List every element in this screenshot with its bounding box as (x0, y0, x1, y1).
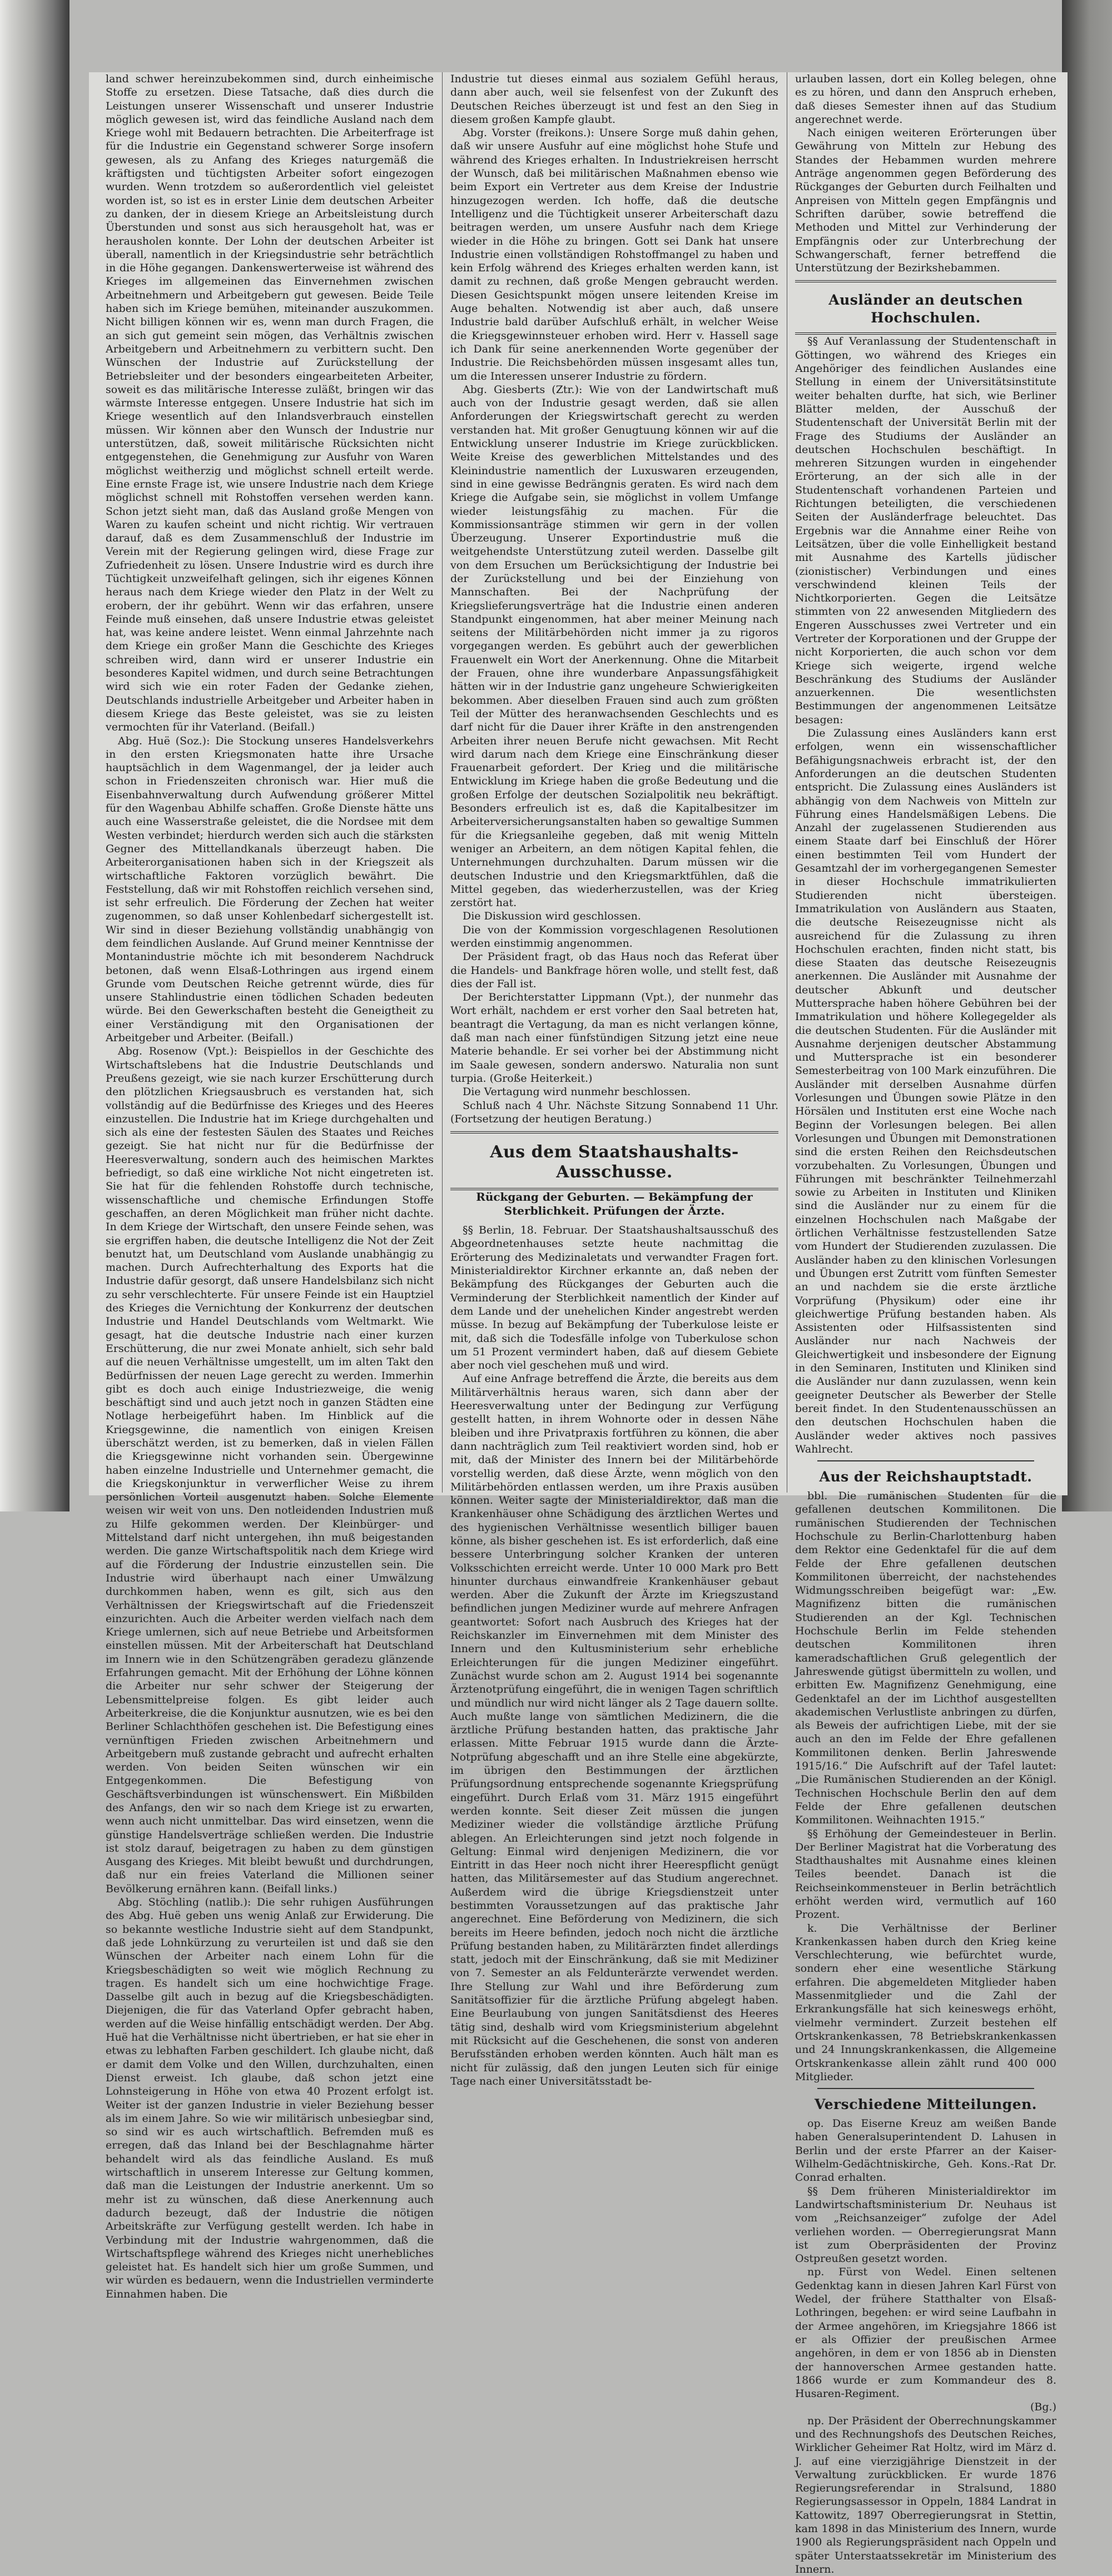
page-columns (106, 72, 1056, 2575)
article-paragraph: Die Vertagung wird nunmehr beschlossen. (463, 1086, 691, 1098)
article-paragraph: urlauben lassen, dort ein Kolleg belegen, ohne es zu hören, und dann den Anspruch erheben, daß dieses Semester ihnen auf das Studium angerechnet werde. (795, 73, 1056, 126)
article-paragraph: §§ Erhöhung der Gemeindesteuer in Berlin. Der Berliner Magistrat hat die Vorberatung des Stadthaushaltes mit Ausnahme eines kleinen Teiles beendet. Danach ist die Reichseinkommensteuer in Berlin beträchtlich erhöht werden wird, vermutlich auf 160 Prozent. (795, 1827, 1056, 1921)
section-heading-box (795, 280, 1056, 335)
article-paragraph: Die von der Kommission vorgeschlagenen Resolutionen werden einstimmig angenommen. (450, 923, 778, 949)
article-paragraph: op. Das Eiserne Kreuz am weißen Bande haben Generalsuperintendent D. Lahusen in Berlin und der erste Pfarrer an der Kaiser-Wilhelm-Gedächtniskirche, Geh. Kons.-Rat Dr. Conrad erhalten. (795, 2117, 1056, 2184)
article-paragraph: Abg. Huë (Soz.): Die Stockung unseres Handelsverkehrs in den ersten Kriegsmonaten hatte ihre Ursache hauptsächlich in dem Wagenmangel, der ja leider auch schon in Friedenszeiten chronisch war. Hier muß die Eisenbahnverwaltung durch Aufwendung größerer Mittel für den Wagenbau Abhilfe schaffen. Große Dienste hätte uns auch eine Wasserstraße geleistet, die die Nordsee mit dem Westen verbindet; hierdurch werden sich auch die stärksten Gegner des Mittellandkanals überzeugt haben. Die Arbeiterorganisationen haben sich in der Kriegszeit als wirtschaftliche Faktoren vorzüglich bewährt. Die Feststellung, daß wir mit Rohstoffen reichlich versehen sind, ist sehr erfreulich. Die Förderung der Zechen hat weiter zugenommen, so daß unser Kohlenbedarf sichergestellt ist. Wir sind in dieser Beziehung vollständig unabhängig von dem feindlichen Auslande. Auf Grund meiner Kenntnisse der Montanindustrie möchte ich mit besonderem Nachdruck betonen, daß wenn Elsaß-Lothringen aus irgend einem Grunde vom Deutschen Reiche getrennt würde, dies für unsere Stahlindustrie einen tödlichen Schaden bedeuten würde. Bei den Gewerkschaften besteht die Geneigtheit zu einer Verständigung mit den Organisationen der Arbeitgeber und Arbeiter. (Beifall.) (106, 734, 434, 1045)
article-paragraph: Schluß nach 4 Uhr. Nächste Sitzung Sonnabend 11 Uhr. (Fortsetzung der heutigen Beratung.) (450, 1099, 778, 1125)
article-paragraph: Auf eine Anfrage betreffend die Ärzte, die bereits aus dem Militärverhältnis heraus waren, sich dann aber der Heeresverwaltung unter der Bedingung zur Verfügung gestellt hatten, in ihrem Wohnorte oder in dessen Nähe bleiben und ihre Privatpraxis fortführen zu können, die aber dann nachträglich zum Teil reaktiviert worden sind, hob er mit, daß der Minister des Innern bei der Militärbehörde vorstellig werden, daß diese Ärzte, wenn möglich von den Militärbehörden entlassen werden, um ihre Praxis ausüben können. Weiter sagte der Ministerialdirektor, daß man die Krankenhäuser ohne Schädigung des ärztlichen Wertes und des hygienischen Verhältnisse wesentlich billiger bauen könne, als bisher geschehen ist. Es ist erforderlich, daß eine bessere Unterbringung solcher Kranken der unteren Volksschichten erreicht werde. Unter 10 000 Mark pro Bett hinunter durchaus einwandfreie Krankenhäuser gebaut werden. Aber die Zukunft der Ärzte im Kriegszustand befindlichen jungen Mediziner wurde auf mehrere Anfragen geantwortet: Sofort nach Ausbruch des Krieges hat der Reichskanzler im Einvernehmen mit dem Minister des Innern und den Kultusministerium sehr erhebliche Erleichterungen für die jungen Mediziner eingeführt. Zunächst wurde schon am 2. August 1914 bei sogenannte Ärztenotprüfung eingeführt, die in wenigen Tagen schriftlich und mündlich nur wird nicht länger als 2 Tage dauern sollte. Auch mußte lange von sämtlichen Medizinern, die die ärztliche Prüfung bestanden hatten, das praktische Jahr erlassen. Mitte Februar 1915 wurde dann die Ärzte-Notprüfung abgeschafft und an ihre Stelle eine abgekürzte, im übrigen den Bestimmungen der ärztlichen Prüfungsordnung entsprechende sogenannte Kriegsprüfung eingeführt. Durch Erlaß vom 31. März 1915 eingeführt werden konnte. Seit dieser Zeit müssen die jungen Mediziner wieder die vollständige ärztliche Prüfung ablegen. An Erleichterungen sind jetzt noch folgende in Geltung: Einmal wird denjenigen Medizinern, die vor Eintritt in das Heer noch nicht ihrer Heerespflicht genügt hatten, das Militärsemester auf das Studium angerechnet. Außerdem wird die übrige Kriegsdienstzeit unter bestimmten Voraussetzungen auf das praktische Jahr angerechnet. Eine Beförderung von Medizinern, die sich bereits im Heere befinden, jedoch noch nicht die ärztliche Prüfung bestanden haben, zu Militärärzten findet allerdings statt, jedoch mit der Einschränkung, daß sie mit Mediziner von 7. Semester an als Feldunterärzte verwendet werden. Ihre Stellung zur Wahl und ihre Beförderung zum Sanitätsoffizier für die ärztliche Prüfung abgelegt haben. Eine Beurlaubung von jungen Sanitätsdienst des Heeres tätig sind, deshalb wird vom Kriegsministerium abgelehnt mit Rücksicht auf die Geschehenen, die sonst von anderen Berufsständen erhoben werden könnten. Auch hält man es nicht für zulässig, daß den jungen Leuten sich für einige Tage nach einer Universitätsstadt be- (450, 1372, 778, 2087)
article-paragraph: bbl. Die rumänischen Studenten für die gefallenen deutschen Kommilitonen. Die rumänischen Studierenden der Technischen Hochschule zu Berlin-Charlottenburg haben dem Rektor eine Gedenktafel für die auf dem Felde der Ehre gefallenen deutschen Kommilitonen überreicht, der nachstehendes Widmungsschreiben beigefügt war: „Ew. Magnifizenz bitten die rumänischen Studierenden an der Kgl. Technischen Hochschule Berlin im Felde stehenden deutschen Kommilitonen ihren kameradschaftlichen Gruß gelegentlich der Jahreswende gütigst übermitteln zu wollen, und erbitten Ew. Magnifizenz Genehmigung, eine Gedenktafel an der im Lichthof ausgestellten akademischen Verlustliste anbringen zu dürfen, als Beweis der aufrichtigen Liebe, mit der sie auch an den im Felde der Ehre gefallenen Kommilitonen denken. Berlin Jahreswende 1915/16.“ Die Aufschrift auf der Tafel lautet: „Die Rumänischen Studierenden an der Königl. Technischen Hochschule Berlin den auf dem Felde der Ehre gefallenen deutschen Kommilitonen. Weihnachten 1915.“ (795, 1490, 1056, 1827)
article-paragraph: Industrie tut dieses einmal aus sozialem Gefühl heraus, dann aber auch, weil sie felsenfest von der Zukunft des Deutschen Reiches überzeugt ist und fest an den Sieg in diesem großen Kampfe glaubt. (450, 73, 778, 126)
article-paragraph: land schwer hereinzubekommen sind, durch einheimische Stoffe zu ersetzen. Diese Tatsache, daß dies durch die Leistungen unserer Wissenschaft und unserer Industrie möglich gewesen ist, wird das feindliche Ausland nach dem Kriege wohl mit Bedauern betrachten. Die Arbeiterfrage ist für die Industrie ein Gegenstand schwerer Sorge insofern gewesen, als zu Anfang des Krieges naturgemäß die kräftigsten und tüchtigsten Arbeiter sofort eingezogen wurden. Wenn trotzdem so außerordentlich viel geleistet worden ist, so ist es in erster Linie dem deutschen Arbeiter zu danken, der in diesem Kriege an Arbeitsleistung durch Überstunden und sonst aus sich herausgeholt hat, was er herausholen konnte. Der Lohn der deutschen Arbeiter ist überall, namentlich in der Kriegsindustrie sehr beträchtlich in die Höhe gegangen. Dankenswerterweise ist während des Krieges im allgemeinen das Einvernehmen zwischen Arbeitnehmern und Arbeitgebern gut gewesen. Beide Teile haben sich im Kriege bemühen, miteinander auszukommen. Nicht billigen können wir es, wenn man durch Fragen, die an sich gut gemeint sein mögen, das Verhältnis zwischen Arbeitgebern und Arbeitnehmern zu verbittern sucht. Den Wünschen der Industrie auf Zurückstellung der Betriebsleiter und der besonders eingearbeiteten Arbeiter, soweit es das militärische Interesse zuläßt, bringen wir das wärmste Interesse entgegen. Unsere Industrie hat sich im Kriege wesentlich auf den Inlandsverbrauch einstellen müssen. Wir können aber den Wunsch der Industrie nur unterstützen, daß, soweit militärische Rücksichten nicht entgegenstehen, die Genehmigung zur Ausfuhr von Waren möglichst weitherzig und möglichst schnell erteilt werde. Eine ernste Frage ist, wie unsere Industrie nach dem Kriege möglichst schnell mit Rohstoffen versehen werden kann. Schon jetzt sieht man, daß das Ausland große Mengen von Waren zu kaufen scheint und nicht richtig. Wir vertrauen darauf, daß es dem Zusammenschluß der Industrie im Verein mit der Regierung gelingen wird, diese Frage zur Zufriedenheit zu lösen. Unsere Industrie wird es durch ihre Tüchtigkeit unzweifelhaft gelingen, sich ihr eigenes Können heraus nach dem Kriege wieder den Platz in der Welt zu erobern, der ihr gebührt. Wenn wir das erfahren, unsere Feinde muß einsehen, daß unsere Industrie etwas geleistet hat, was keine andere leistet. Wenn einmal Jahrzehnte nach dem Kriege ein großer Mann die Geschichte des Krieges schreiben wird, dann wird er unserer Industrie ein besonderes Kapitel widmen, und durch seine Betrachtungen wird sich wie ein roter Faden der Gedanke ziehen, Deutschlands industrielle Arbeitgeber und Arbeiter haben in diesem Kriege das Beste geleistet, was sie zu leisten vermochten für ihr Vaterland. (Beifall.) (106, 73, 434, 734)
article-paragraph: §§ Dem früheren Ministerialdirektor im Landwirtschaftsministerium Dr. Neuhaus ist vom „Reichsanzeiger“ zufolge der Adel verliehen worden. — Oberregierungsrat Mann ist zum Oberpräsidenten der Provinz Ostpreußen gesetzt worden. (795, 2185, 1056, 2265)
section-subheading: Rückgang der Geburten. — Bekämpfung der Sterblichkeit. Prüfungen der Ärzte. (476, 1190, 753, 1218)
section-heading: Verschiedene Mitteilungen. (814, 2096, 1037, 2113)
article-paragraph: k. Die Verhältnisse der Berliner Krankenkassen haben durch den Krieg keine Verschlechterung, wie befürchtet wurde, sondern eher eine wesentliche Stärkung erfahren. Die abgemeldeten Mitglieder haben Massenmitglieder und die Zahl der Erkrankungsfälle hat sich keineswegs erhöht, vielmehr vermindert. Zurzeit bestehen elf Ortskrankenkassen, 78 Betriebskrankenkassen und 24 Innungskrankenkassen, die Allgemeine Ortskrankenkasse allein zählt rund 400 000 Mitglieder. (795, 1922, 1056, 2083)
article-paragraph: Die Diskussion wird geschlossen. (463, 910, 641, 923)
section-heading-box (450, 1131, 778, 1190)
scan-gutter-left (0, 0, 70, 1511)
article-paragraph: Abg. Giesberts (Ztr.): Wie von der Landwirtschaft muß auch von der Industrie gesagt werden, daß sie allen Anforderungen der Kriegswirtschaft gerecht zu werden verstanden hat. Mit großer Genugtuung können wir auf die Entwicklung unserer Industrie im Kriege zurückblicken. Weite Kreise des gewerblichen Mittelstandes und des Kleinindustrie namentlich der Luxuswaren erzeugenden, sind in eine gewisse Bedrängnis geraten. Es wird nach dem Kriege die Aufgabe sein, sie möglichst in vollem Umfange wieder leistungsfähig zu machen. Für die Kommissionsanträge stimmen wir gern in der vollen Überzeugung. Unserer Exportindustrie muß die weitgehendste Unterstützung zuteil werden. Dasselbe gilt von dem Ersuchen um Berücksichtigung der Industrie bei der Zurückstellung und bei der Einziehung von Mannschaften. Bei der Nachprüfung der Kriegslieferungsverträge hat die Industrie einen anderen Standpunkt eingenommen, hat aber meiner Meinung nach seitens der Militärbehörden nicht immer ja zu rigoros vorgegangen werden. Es gebührt auch der gewerblichen Frauenwelt ein Wort der Anerkennung. Ohne die Mitarbeit der Frauen, ohne ihre wunderbare Anpassungsfähigkeit hätten wir in der Industrie ganz ungeheure Schwierigkeiten bekommen. Aber dieselben Frauen sind auch zum größten Teil der Mütter des heranwachsenden Geschlechts und es darf nicht für die Dauer ihrer Kräfte in den anstrengenden Arbeiten ihrer neuen Berufe nicht gewachsen. Mit Recht wird darum nach dem Kriege eine Einschränkung dieser Frauenarbeit gefordert. Der Krieg und die militärische Entwicklung im Kriege haben die große Bedeutung und die großen Erfolge der deutschen Sozialpolitik neu bekräftigt. Besonders erfreulich ist es, daß die Kapitalbesitzer im Arbeiterversicherungsanstalten haben so gewaltige Summen für die Kriegsanleihe gegeben, daß mit wenig Mitteln weniger an Arbeitern, an dem nötigen Kapital fehlen, die Unternehmungen durchzuhalten. Darum müssen wir die deutschen Industrie und den Kriegsmarktfühlen, daß die Mittel gegeben, das wiederherzustellen, was der Krieg zerstört hat. (450, 383, 778, 909)
scan-edge-right (1062, 0, 1112, 1511)
article-paragraph: Abg. Vorster (freikons.): Unsere Sorge muß dahin gehen, daß wir unsere Ausfuhr auf eine möglichst hohe Stufe und während des Krieges erhalten. In Industriekreisen herrscht der Wunsch, daß bei militärischen Maßnahmen ebenso wie beim Export ein Vertreter aus dem Kreise der Industrie hinzugezogen werden. Ich hoffe, daß die deutsche Intelligenz und die Tüchtigkeit unserer Arbeiterschaft dazu beitragen werden, um unsere Ausfuhr nach dem Kriege wieder in die Höhe zu bringen. Gott sei Dank hat unsere Industrie einen vollständigen Rohstoffmangel zu haben und kein Erfolg während des Krieges erhalten werden kann, ist damit zu rechnen, daß große Mengen gebraucht werden. Diesen Gesichtspunkt mögen unsere leitenden Kreise im Auge behalten. Notwendig ist aber auch, daß unsere Industrie bald darüber Aufschluß erhält, in welcher Weise die Kriegsgewinnsteuer erhoben wird. Herr v. Hassell sage ich Dank für seine anerkennenden Worte gegenüber der Industrie. Die Reichsbehörden müssen insgesamt alles tun, um die Interessen unserer Industrie zu fördern. (450, 127, 778, 382)
article-paragraph: Abg. Stöchling (natlib.): Die sehr ruhigen Ausführungen des Abg. Huë geben uns wenig Anlaß zur Erwiderung. Die so bekannte westliche Industrie sieht auf dem Standpunkt, daß jede Lohnkürzung zu verurteilen ist und daß sie den Wünschen der Arbeiter nach einem Lohn für die Kriegsbeschädigten so weit wie möglich Rechnung zu tragen. Es handelt sich um eine hochwichtige Frage. Dasselbe gilt auch in bezug auf die Kriegsbeschädigten. Diejenigen, die für das Vaterland Opfer gebracht haben, werden auf die Weise hinfällig entschädigt werden. Der Abg. Huë hat die Verhältnisse nicht übertrieben, er hat sie eher in etwas zu lebhaften Farben geschildert. Ich glaube nicht, daß er damit dem Volke und den Willen, durchzuhalten, einen Dienst erweist. Ich glaube, daß schon jetzt eine Lohnsteigerung in Höhe von etwa 40 Prozent erfolgt ist. Weiter ist der ganzen Industrie in vieler Beziehung besser als im einem Jahre. So wie wir militärisch unbesiegbar sind, so sind wir es auch wirtschaftlich. Befremden muß es erregen, daß das Inland bei der Beschlagnahme härter behandelt wird als das feindliche Ausland. Es muß wirtschaftlich in unserem Interesse zur Geltung kommen, daß man die Leistungen der Industrie anerkennt. Um so mehr ist zu wünschen, daß diese Anerkennung auch dadurch bezeugt, daß der Industrie die nötigen Arbeitskräfte zur Verfügung gestellt werden. Ich habe in Verbindung mit der Industrie wahrgenommen, daß die Wirtschaftspflege während des Krieges nicht unerhebliches geleistet hat. Es handelt sich hier um große Summen, und wir würden es bedauern, wenn die Industriellen verminderte Einnahmen haben. Die (106, 1896, 434, 2300)
section-heading: Ausländer an deutschen Hochschulen. (828, 292, 1023, 326)
article-paragraph: np. Fürst von Wedel. Einen seltenen Gedenktag kann in diesen Jahren Karl Fürst von Wedel, der frühere Statthalter von Elsaß-Lothringen, begehen: er wird seine Laufbahn in der Armee angehören, im Kriegsjahre 1866 ist er als Offizier der preußischen Armee angehören, in dem er von 1856 ab in Diensten der hannoverschen Armee gestanden hatte. 1866 wurde er zum Kommandeur des 8. Husaren-Regiment. (795, 2266, 1056, 2400)
article-paragraph: §§ Berlin, 18. Februar. Der Staatshaushaltsausschuß des Abgeordnetenhauses setzte heute nachmittag die Erörterung des Medizinaletats und verwandter Fragen fort. Ministerialdirektor Kirchner erkannte an, daß neben der Bekämpfung des Rückganges der Geburten auch die Verminderung der Sterblichkeit namentlich der Kinder auf dem Lande und der unehelichen Kinder angestrebt werden müsse. In bezug auf Bekämpfung der Tuberkulose leiste er mit, daß sich die Todesfälle infolge von Tuberkulose schon um 51 Prozent vermindert haben, daß auf diesem Gebiete aber noch viel geschehen muß und wird. (450, 1224, 778, 1372)
separator-line (817, 1460, 1034, 1461)
article-paragraph: Der Berichterstatter Lippmann (Vpt.), der nunmehr das Wort erhält, nachdem er erst vorher den Saal betreten hat, beantragt die Vertagung, da man es nicht verlangen könne, daß man nach einer fünfstündigen Sitzung jetzt eine neue Materie behandle. Er sei vorher bei der Abstimmung nicht im Saale gewesen, sondern anderswo. Naturalia non sunt turpia. (Große Heiterkeit.) (450, 991, 778, 1085)
section-heading: Aus der Reichshauptstadt. (819, 1469, 1032, 1485)
column-2 (450, 72, 778, 2087)
section-heading: Aus dem Staatshaushalts-Ausschusse. (490, 1142, 739, 1182)
column-1 (106, 72, 434, 2300)
article-paragraph: (Bg.) (1030, 2401, 1056, 2414)
article-paragraph: Der Präsident fragt, ob das Haus noch das Referat über die Handels- und Bankfrage hören wolle, und stellt fest, daß dies der Fall ist. (450, 951, 778, 990)
article-paragraph: Nach einigen weiteren Erörterungen über Gewährung von Mitteln zur Hebung des Standes der Hebammen wurden mehrere Anträge angenommen gegen Beförderung des Rückganges der Geburten durch Feilhalten und Anpreisen von Mitteln gegen Empfängnis und Schriften darüber, sowie betreffend die Methoden und Mittel zur Verhinderung der Empfängnis oder zur Unterbrechung der Schwangerschaft, ferner betreffend die Unterstützung der Bezirkshebammen. (795, 127, 1056, 275)
article-paragraph: np. Der Präsident der Oberrechnungskammer und des Rechnungshofs des Deutschen Reiches, Wirklicher Geheimer Rat Holtz, wird im März d. J. auf eine vierzigjährige Dienstzeit in der Verwaltung zurückblicken. Er wurde 1876 Regierungsreferendar in Stralsund, 1880 Regierungsassessor in Oppeln, 1884 Landrat in Kattowitz, 1897 Oberregierungsrat in Stettin, kam 1898 in das Ministerium des Innern, wurde 1900 als Regierungspräsident nach Oppeln und später Unterstaatssekretär im Ministerium des Innern. (795, 2414, 1056, 2575)
article-paragraph: §§ Auf Veranlassung der Studentenschaft in Göttingen, wo während des Krieges ein Angehöriger des feindlichen Auslandes eine Stellung in einem der Universitätsinstitute weiter behalten durfte, hat sich, wie Berliner Blätter melden, der Ausschuß der Studentenschaft der Universität Berlin mit der Frage des Studiums der Ausländer an deutschen Hochschulen beschäftigt. In mehreren Sitzungen wurden in eingehender Erörterung, an der sich alle in der Studentenschaft vorhandenen Parteien und Richtungen beteiligten, die verschiedenen Seiten der Ausländerfrage beleuchtet. Das Ergebnis war die Annahme einer Reihe von Leitsätzen, über die volle Einhelligkeit bestand mit Ausnahme des Kartells jüdischer (zionistischer) Verbindungen und eines verschwindend kleinen Teils der Nichtkorporierten. Gegen die Leitsätze stimmten von 22 anwesenden Mitgliedern des Engeren Ausschusses zwei Vertreter und ein Vertreter der Korporationen und der Gruppe der nicht Korporierten, die auch schon vor dem Kriege sich weigerte, irgend welche Beschränkung des Studiums der Ausländer anzuerkennen. Die wesentlichsten Bestimmungen der angenommenen Leitsätze besagen: (795, 335, 1056, 726)
separator-line (817, 2088, 1034, 2089)
article-paragraph: Die Zulassung eines Ausländers kann erst erfolgen, wenn ein wissenschaftlicher Befähigungsnachweis erbracht ist, der den Anforderungen an die deutschen Studenten entspricht. Die Zulassung eines Ausländers ist abhängig von dem Nachweis von Mitteln zur Führung eines Handelsmäßigen Lebens. Die Anzahl der zugelassenen Studierenden aus einem Staate darf bei Einschluß der Hörer einen bestimmten Teil vom Hundert der Gesamtzahl der im vorhergegangenen Semester in dieser Hochschule immatrikulierten Studierenden nicht übersteigen. Immatrikulation von Ausländern aus Staaten, die deutsche Reisezeugnisse nicht als ausreichend für die Zulassung zu ihren Hochschulen erachten, finden nicht statt, bis diese Staaten das deutsche Reisezeugnis anerkennen. Die Ausländer mit Ausnahme der deutscher Abkunft und deutscher Muttersprache haben höhere Gebühren bei der Immatrikulation und höhere Kollegegelder als die deutschen Studenten. Für die Ausländer mit Ausnahme derjenigen deutscher Abstammung und Muttersprache ist ein besonderer Semesterbeitrag von 100 Mark einzuführen. Die Ausländer mit derselben Ausnahme dürfen Vorlesungen und Übungen sowie Plätze in den Hörsälen und Instituten erst eine Woche nach Beginn der Vorlesungen belegen. Bei allen Vorlesungen und Übungen mit Demonstrationen sind die ersten Reihen den Reichsdeutschen vorzubehalten. Zu Vorlesungen, Übungen und Führungen mit beschränkter Teilnehmerzahl sowie zu Arbeiten in Instituten und Kliniken sind die Ausländer nur zu einem für die einzelnen Hochschulen nach Maßgabe der örtlichen Verhältnisse festzustellenden Satze vom Hundert der Studierenden zuzulassen. Die Ausländer haben zu den klinischen Vorlesungen und Übungen erst Zutritt vom fünften Semester an und nachdem sie die erste ärztliche Vorprüfung (Physikum) oder eine ihr gleichwertige Prüfung bestanden haben. Als Assistenten oder Hilfsassistenten sind Ausländer nur nach Nachweis der Gleichwertigkeit und insbesondere der Eignung in den Seminaren, Instituten und Kliniken sind die Ausländer nur dann zuzulassen, wenn kein geeigneter Deutscher als Bewerber der Stelle bereit findet. In den Studentenausschüssen an den deutschen Hochschulen haben die Ausländer weder aktives noch passives Wahlrecht. (795, 727, 1056, 1455)
column-3 (795, 72, 1056, 2575)
newspaper-page (89, 72, 1068, 2575)
article-paragraph: Abg. Rosenow (Vpt.): Beispiellos in der Geschichte des Wirtschaftslebens hat die Industrie Deutschlands und Preußens gezeigt, wie sie nach kurzer Erschütterung durch den plötzlichen Kriegsausbruch es verstanden hat, sich vollständig auf die Bedürfnisse des Krieges und des Heeres einzustellen. Die Industrie hat im Kriege durchgehalten und sich als eine der festesten Säulen des Staates und Reiches gezeigt. Sie hat nicht nur für die Bedürfnisse der Heeresverwaltung, sondern auch des heimischen Marktes befriedigt, so daß eine wirkliche Not nicht eingetreten ist. Sie hat für die fehlenden Rohstoffe durch technische, wissenschaftliche und chemische Erfindungen Stoffe geschaffen, an deren Möglichkeit man früher nicht dachte. In dem Kriege der Wirtschaft, den unsere Feinde sehen, was sie ergriffen haben, die deutsche Intelligenz die Not der Zeit benutzt hat, um Deutschland vom Auslande unabhängig zu machen. Durch Aufrechterhaltung des Exports hat die Industrie dafür gesorgt, daß unsere Handelsbilanz sich nicht zu sehr verschlechterte. Für unsere Feinde ist ein Hauptziel des Krieges die Vernichtung der Konkurrenz der deutschen Industrie und Handel Deutschlands vom Weltmarkt. Wie gesagt, hat die deutsche Industrie nach einer kurzen Erschütterung, die nur zwei Monate anhielt, sich sehr bald auf die neuen Verhältnisse umgestellt, um im alten Takt den Bedürfnissen der neuen Lage gerecht zu werden. Immerhin gibt es doch auch einige Industriezweige, die wenig beschäftigt sind und auch jetzt noch in ganzen Städten eine Notlage herbeigeführt haben. Im Hinblick auf die Kriegsgewinne, die namentlich von einigen Kreisen überschätzt werden, ist zu bemerken, daß in vielen Fällen die Kriegsgewinne nicht vorhanden sein. Übergewinne haben einzelne Industrielle und Unternehmer gemacht, die die Kriegskonjunktur in verwerflicher Weise zu ihrem persönlichen Vorteil ausgenutzt haben. Solche Elemente weisen wir weit von uns. Den notleidenden Industrien muß zu Hilfe gekommen werden. Der Kleinbürger- und Mittelstand darf nicht untergehen, ihn muß beigestanden werden. Die ganze Wirtschaftspolitik nach dem Kriege wird auf die Förderung der Industrie einzustellen sein. Die Industrie wird überhaupt nach einer Umwälzung durchkommen haben, wenn es gilt, sich aus den Verhältnissen der Kriegswirtschaft auf die Friedenszeit einzurichten. Auch die Arbeiter werden vielfach nach dem Kriege umlernen, sich auf neue Betriebe und Arbeitsformen einstellen müssen. Mit der Arbeiterschaft hat Deutschland im Innern wie in den Schützengräben geradezu glänzende Erfahrungen gemacht. Mit der Erhöhung der Löhne können die Arbeiter nur sehr schwer der Steigerung der Lebensmittelpreise folgen. Es gibt leider auch Arbeiterkreise, die die Konjunktur ausnutzen, wie es bei den Berliner Schlachthöfen geschehen ist. Die Befestigung eines vernünftigen Frieden zwischen Arbeitnehmern und Arbeitgebern muß zustande gebracht und aufrecht erhalten werden. Von beiden Seiten wünschen wir ein Entgegenkommen. Die Befestigung von Geschäftsverbindungen ist wünschenswert. Ein Mißbilden des Anfangs, den wir so nach dem Kriege ist zu erwarten, wenn auch nicht unmittelbar. Das wird einsetzen, wenn die günstige Handelsverträge schließen werden. Die Industrie ist stolz darauf, beigetragen zu haben zu dem günstigen Ausgang des Krieges. Mit bleibt bewußt und durchdrungen, daß nur ein freies Vaterland die Millionen seiner Bevölkerung ernähren kann. (Beifall links.) (106, 1045, 434, 1895)
column-divider (442, 72, 443, 1493)
